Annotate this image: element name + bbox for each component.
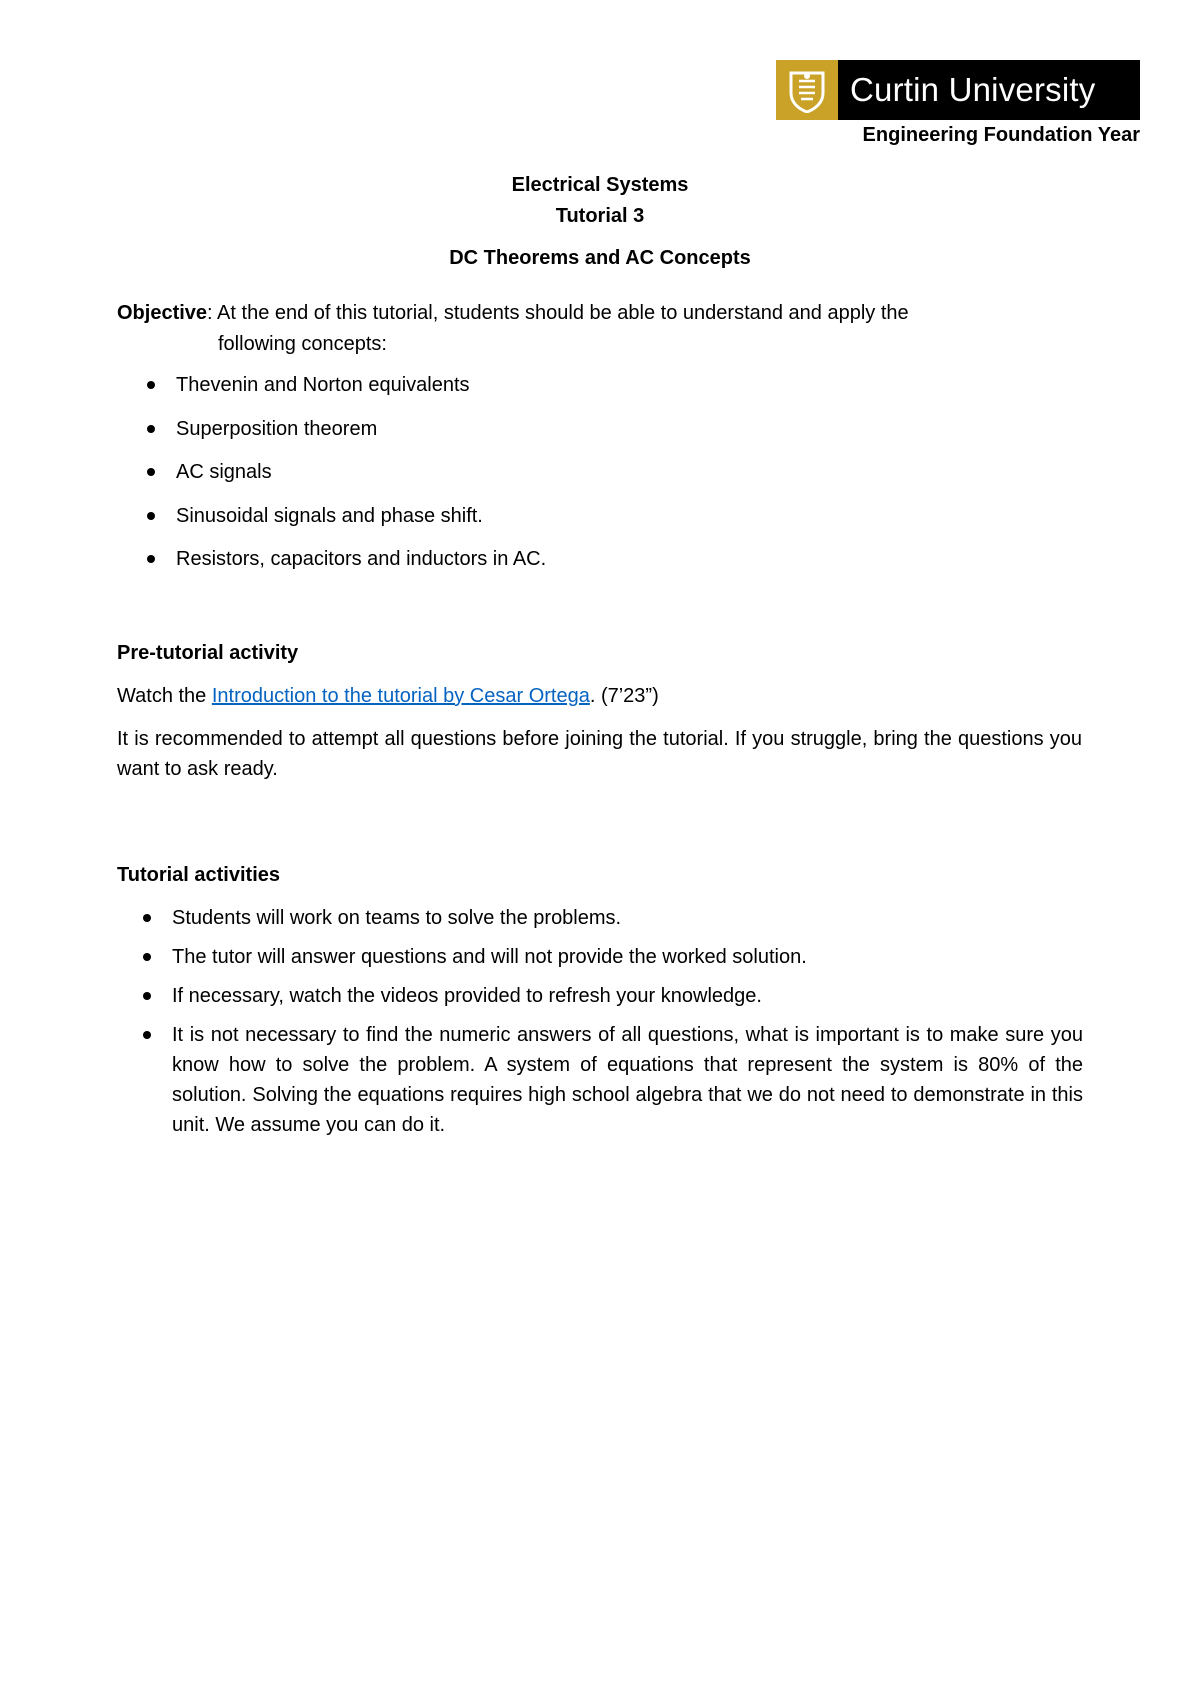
bullet-icon xyxy=(147,512,155,520)
recommendation-text: It is recommended to attempt all questions before joining the tutorial. If you struggle, bring the questions you want to ask ready. xyxy=(117,728,1082,780)
crest-icon xyxy=(776,60,838,120)
course-title: Electrical Systems xyxy=(511,174,689,196)
watch-line xyxy=(117,685,659,708)
list-item xyxy=(117,457,1077,501)
logo-wordmark: Curtin University xyxy=(838,60,1140,120)
list-item-text: If necessary, watch the videos provided to refresh your knowledge. xyxy=(172,985,762,1007)
objective-continuation: following concepts: xyxy=(218,333,387,355)
bullet-icon xyxy=(143,914,151,922)
list-item xyxy=(113,981,1083,1011)
watch-suffix: . (7’23”) xyxy=(589,685,659,707)
bullet-icon xyxy=(147,381,155,389)
list-item xyxy=(117,544,1077,588)
list-item xyxy=(117,501,1077,545)
list-item-text: The tutor will answer questions and will not provide the worked solution. xyxy=(172,946,807,968)
curtin-logo xyxy=(776,60,1140,120)
list-item-text: It is not necessary to find the numeric answers of all questions, what is important is to make sure you know how to solve the problem. A system of equations that represent the system is 80% of the solution. Solving the equations requires high school algebra that we do not need to demonstrate in this unit. We assume you can do it. xyxy=(172,1024,1083,1136)
bullet-icon xyxy=(147,468,155,476)
objective-text: : At the end of this tutorial, students should be able to understand and apply the xyxy=(207,302,909,324)
list-item-text: Superposition theorem xyxy=(176,417,378,440)
list-item xyxy=(113,942,1083,972)
bullet-icon xyxy=(147,425,155,433)
list-item-text: Sinusoidal signals and phase shift. xyxy=(176,504,483,527)
objective-label: Objective xyxy=(117,302,208,324)
tutorial-activities-heading: Tutorial activities xyxy=(117,864,281,886)
list-item xyxy=(117,414,1077,458)
bullet-icon xyxy=(143,1031,151,1039)
objective-paragraph xyxy=(117,298,1077,360)
list-item-text: Students will work on teams to solve the problems. xyxy=(172,907,622,929)
list-item xyxy=(113,1020,1083,1140)
tutorial-topic: DC Theorems and AC Concepts xyxy=(449,247,751,269)
intro-video-link[interactable]: Introduction to the tutorial by Cesar Ortega xyxy=(211,685,590,707)
bullet-icon xyxy=(143,992,151,1000)
list-item xyxy=(113,903,1083,933)
list-item-text: AC signals xyxy=(176,461,272,483)
bullet-icon xyxy=(143,953,151,961)
bullet-icon xyxy=(147,555,155,563)
program-name: Engineering Foundation Year xyxy=(862,124,1140,146)
list-item-text: Thevenin and Norton equivalents xyxy=(176,374,470,396)
watch-prefix: Watch the xyxy=(117,685,212,707)
tutorial-number: Tutorial 3 xyxy=(555,205,645,227)
tutorial-activities-list xyxy=(113,903,1083,1149)
objective-list xyxy=(117,370,1077,588)
list-item xyxy=(117,370,1077,414)
list-item-text: Resistors, capacitors and inductors in AC. xyxy=(176,548,547,570)
pre-tutorial-heading: Pre-tutorial activity xyxy=(117,642,299,664)
